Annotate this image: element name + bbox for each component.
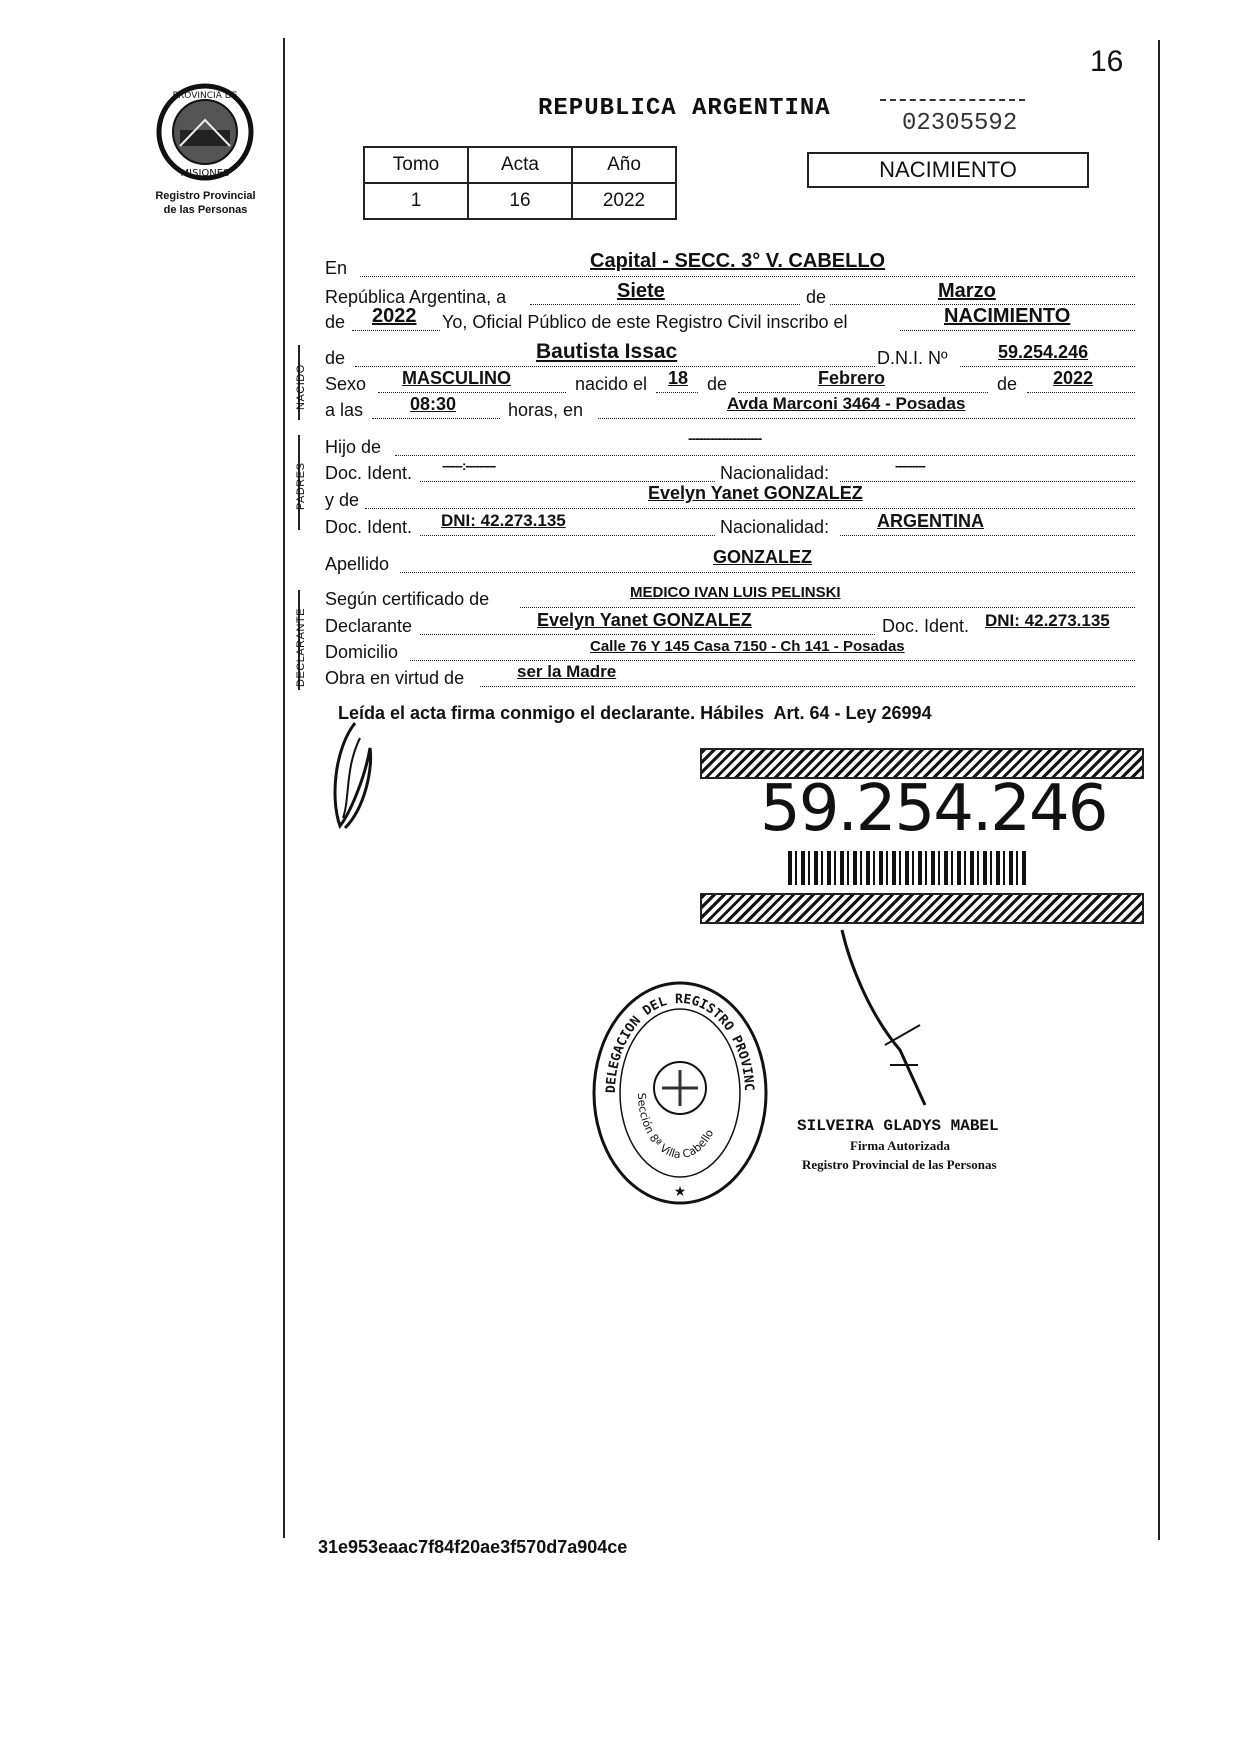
obra-label: Obra en virtud de — [325, 668, 465, 688]
hijo-de-label: Hijo de — [325, 437, 382, 457]
anio-value: 2022 — [372, 305, 417, 327]
obra-value: ser la Madre — [517, 662, 617, 681]
nac-de2-label: de — [997, 374, 1018, 394]
hora-value: 08:30 — [410, 394, 457, 414]
signatory-title: Firma Autorizada — [850, 1138, 951, 1153]
dni-dots — [960, 366, 1135, 367]
hora-dots — [372, 418, 500, 419]
right-margin-rule — [1158, 40, 1160, 1540]
signatory-office: Registro Provincial de las Personas — [802, 1157, 997, 1172]
dni-label: D.N.I. Nº — [877, 348, 948, 368]
record-value-tomo: 1 — [364, 183, 468, 219]
signatory-name: SILVEIRA GLADYS MABEL — [797, 1117, 999, 1135]
serial-number: 02305592 — [902, 110, 1018, 137]
apellido-label: Apellido — [325, 554, 390, 574]
decl-doc-label: Doc. Ident. — [882, 616, 970, 636]
nac-de-label: de — [707, 374, 728, 394]
declarante-label: Declarante — [325, 616, 413, 636]
de-mes-label: de — [806, 287, 827, 307]
security-stripe-bottom — [700, 893, 1144, 924]
nacionalidad2-label: Nacionalidad: — [720, 517, 830, 537]
padre-doc-dots — [420, 481, 715, 482]
nac-anio-value: 2022 — [1053, 368, 1094, 388]
apellido-value: GONZALEZ — [713, 547, 812, 567]
en-label: En — [325, 258, 348, 278]
record-header-anio: Año — [572, 147, 676, 183]
republica-dots-1 — [530, 304, 800, 305]
record-header-acta: Acta — [468, 147, 572, 183]
obra-dots — [480, 686, 1135, 687]
document-hash: 31e953eaac7f84f20ae3f570d7a904ce — [318, 1537, 628, 1557]
de-nacido-label: de — [325, 348, 346, 368]
seal-outer-text: DELEGACION DEL REGISTRO PROVINC — [603, 991, 757, 1094]
doc-ident2-label: Doc. Ident. — [325, 517, 413, 537]
document-type-box: NACIMIENTO — [807, 152, 1089, 188]
certificado-dots — [520, 607, 1135, 608]
nacido-el-label: nacido el — [575, 374, 648, 394]
record-value-anio: 2022 — [572, 183, 676, 219]
country-title: REPUBLICA ARGENTINA — [538, 95, 831, 122]
madre-doc-value: DNI: 42.273.135 — [441, 511, 566, 530]
y-de-label: y de — [325, 490, 360, 510]
padre-dots — [395, 455, 1135, 456]
en-value: Capital - SECC. 3° V. CABELLO — [590, 250, 886, 272]
seal-inner-text: Sección 8ª Villa Cabello — [634, 1092, 717, 1162]
logo-seal-text-top: PROVINCIA DE — [172, 91, 238, 101]
padre-value: -------------------- — [688, 430, 762, 446]
round-seal — [590, 978, 770, 1208]
oficial-text: Yo, Oficial Público de este Registro Civil inscribo el — [442, 312, 848, 332]
padre-nac-dots — [840, 481, 1135, 482]
nac-mes-value: Febrero — [818, 368, 886, 388]
logo-caption-1: Registro Provincial — [155, 190, 256, 202]
provincial-logo — [140, 80, 270, 190]
doc-ident-label: Doc. Ident. — [325, 463, 413, 483]
record-value-acta: 16 — [468, 183, 572, 219]
nacionalidad-label: Nacionalidad: — [720, 463, 830, 483]
left-margin-rule — [283, 38, 285, 1538]
barcode — [788, 851, 1028, 885]
madre-value: Evelyn Yanet GONZALEZ — [648, 483, 863, 503]
lugar-value: Avda Marconi 3464 - Posadas — [727, 394, 966, 413]
en-dots — [360, 276, 1135, 277]
mes-value: Marzo — [938, 280, 996, 302]
sexo-label: Sexo — [325, 374, 367, 394]
record-table — [363, 146, 677, 220]
nacido-side-label: NACIDO — [295, 364, 307, 410]
stamp-number: 59.254.246 — [760, 772, 1107, 846]
padres-side-label: PADRES — [295, 462, 307, 510]
madre-nac-dots — [840, 535, 1135, 536]
sexo-dots — [378, 392, 566, 393]
nac-dia-dots — [656, 392, 698, 393]
madre-nac-value: ARGENTINA — [877, 511, 984, 531]
serial-dashes — [880, 99, 1025, 101]
declarant-signature — [325, 718, 395, 833]
de-year-label: de — [325, 312, 346, 332]
domicilio-value: Calle 76 Y 145 Casa 7150 - Ch 141 - Posadas — [590, 638, 905, 655]
decl-doc-value: DNI: 42.273.135 — [985, 611, 1110, 630]
official-signature — [830, 925, 940, 1110]
logo-caption-2: de las Personas — [163, 204, 248, 216]
declarante-dots — [420, 634, 875, 635]
anio-dots — [352, 330, 440, 331]
dia-value: Siete — [617, 280, 665, 302]
nombre-dots — [355, 366, 875, 367]
nac-mes-dots — [738, 392, 988, 393]
record-header-tomo: Tomo — [364, 147, 468, 183]
nac-dia-value: 18 — [668, 368, 689, 388]
dni-value: 59.254.246 — [998, 342, 1089, 362]
domicilio-dots — [410, 660, 1135, 661]
lugar-dots — [598, 418, 1135, 419]
sexo-value: MASCULINO — [402, 368, 511, 388]
padre-nac-value: --------- — [895, 458, 925, 473]
certificado-value: MEDICO IVAN LUIS PELINSKI — [630, 584, 841, 601]
declarante-side-label: DECLARANTE — [295, 608, 307, 687]
republica-label: República Argentina, a — [325, 287, 507, 307]
padre-doc-value: ------:--------- — [442, 458, 496, 473]
a-las-label: a las — [325, 400, 364, 420]
horas-en-label: horas, en — [508, 400, 584, 420]
apellido-dots — [400, 572, 1135, 573]
tipo-value: NACIMIENTO — [944, 305, 1071, 327]
declarante-value: Evelyn Yanet GONZALEZ — [537, 610, 752, 630]
svg-text:★: ★ — [673, 1183, 687, 1199]
segun-label: Según certificado de — [325, 589, 490, 609]
madre-dots — [365, 508, 1135, 509]
madre-doc-dots — [420, 535, 715, 536]
tipo-dots — [900, 330, 1135, 331]
logo-seal-text-bottom: MISIONES — [180, 168, 230, 179]
nac-anio-dots — [1027, 392, 1135, 393]
page-number: 16 — [1090, 45, 1124, 78]
domicilio-label: Domicilio — [325, 642, 399, 662]
nombre-value: Bautista Issac — [536, 340, 678, 363]
closing-text: Leída el acta firma conmigo el declarante. Hábiles Art. 64 - Ley 26994 — [338, 703, 932, 723]
